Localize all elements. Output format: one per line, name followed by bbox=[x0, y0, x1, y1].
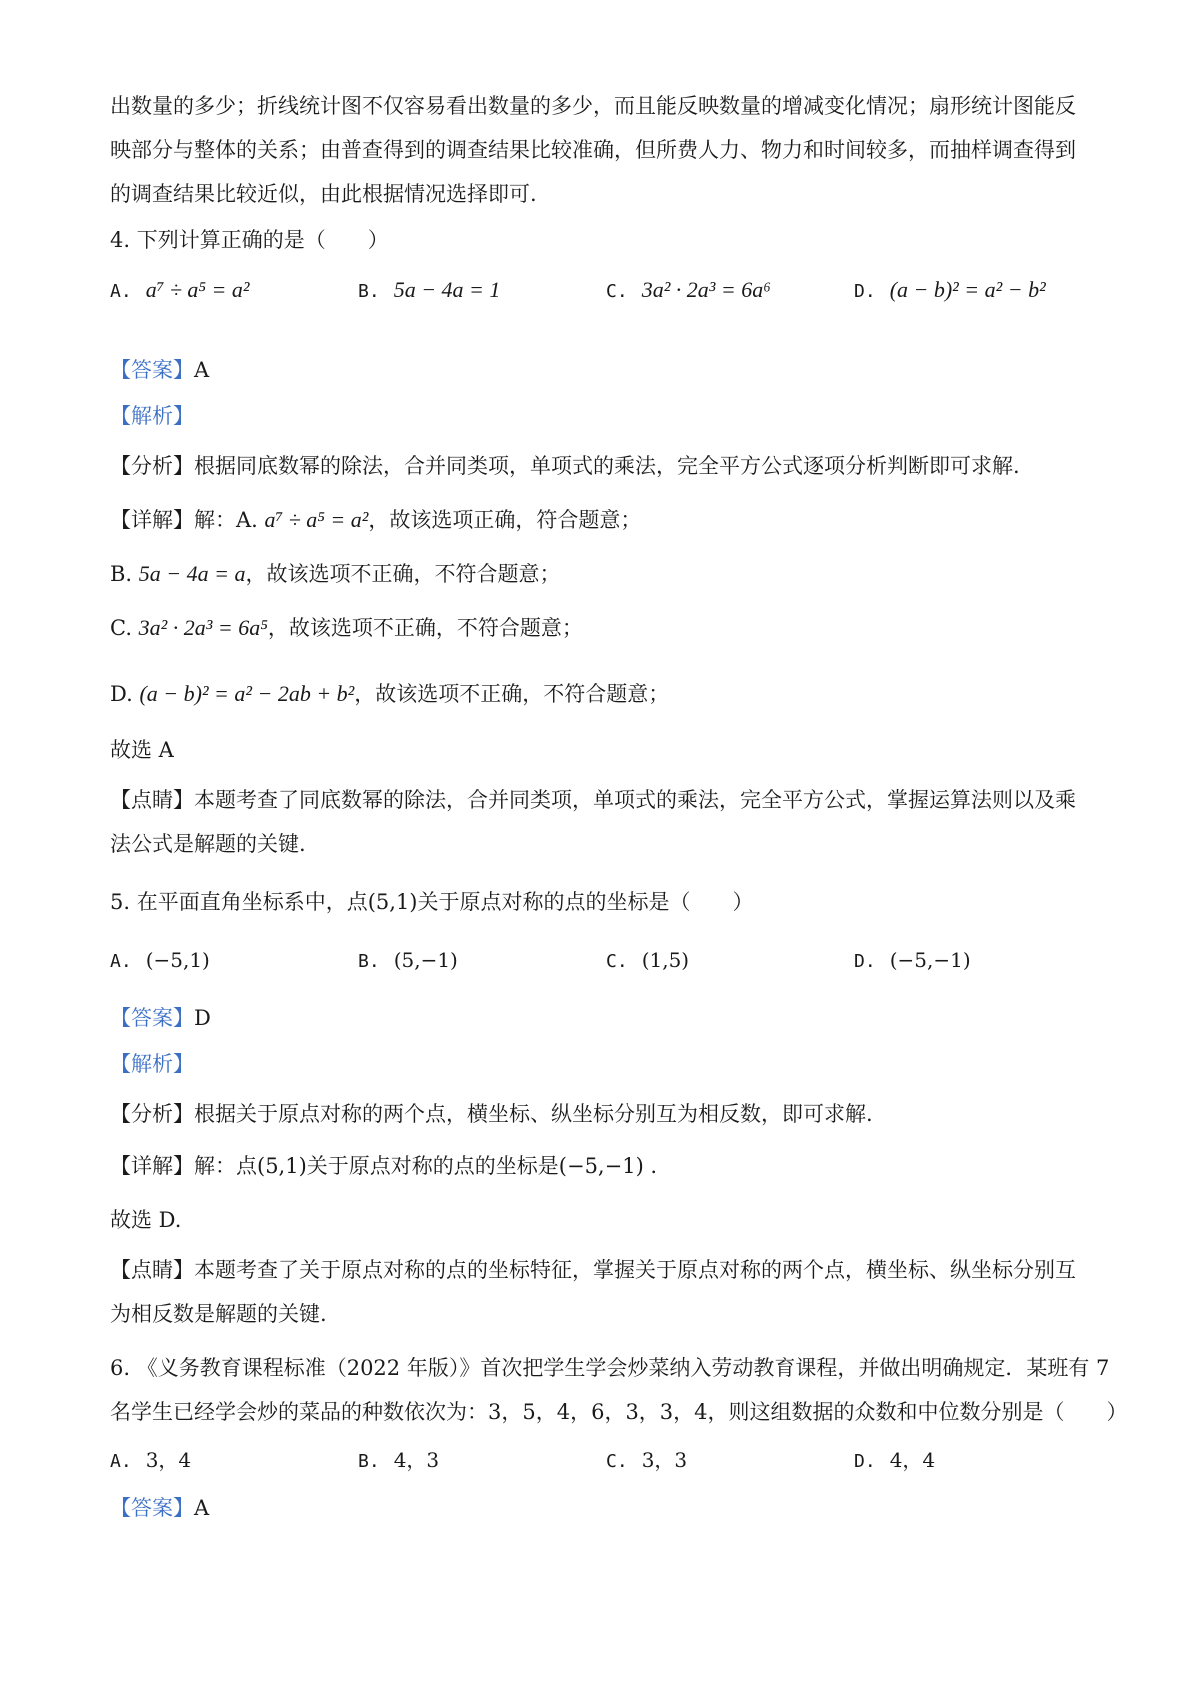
option-expr: 3a² · 2a³ = 6a⁶ bbox=[641, 277, 771, 302]
q5-fenxi bbox=[110, 1100, 1110, 1128]
xiangjie-tag: 【详解】 bbox=[110, 508, 194, 532]
intro-line-3: 的调查结果比较近似，由此根据情况选择即可. bbox=[110, 182, 537, 206]
q5-option-d bbox=[854, 946, 971, 976]
detail-d-expr: (a − b)² = a² − 2ab + b² bbox=[139, 681, 355, 706]
fenxi-text: 根据同底数幂的除法，合并同类项，单项式的乘法，完全平方公式逐项分析判断即可求解. bbox=[194, 454, 1020, 478]
q6-option-a bbox=[110, 1446, 191, 1476]
q4-fenxi bbox=[110, 452, 1110, 480]
option-expr: (a − b)² = a² − b² bbox=[889, 277, 1046, 302]
answer-value: A bbox=[194, 358, 210, 382]
intro-line-2: 映部分与整体的关系；由普查得到的调查结果比较准确，但所费人力、物力和时间较多，而抽样调查得到 bbox=[110, 138, 1076, 162]
q4-option-d bbox=[854, 276, 1046, 306]
detail-c-text: ，故该选项不正确，不符合题意； bbox=[267, 616, 583, 640]
detail-d-text: ，故该选项不正确，不符合题意； bbox=[354, 682, 670, 706]
q4-detail-a bbox=[110, 506, 1110, 534]
option-letter: B. bbox=[358, 1451, 380, 1472]
fenxi-text: 根据关于原点对称的两个点，横坐标、纵坐标分别互为相反数，即可求解. bbox=[194, 1102, 873, 1126]
answer-value: D bbox=[194, 1006, 211, 1030]
detail-d-label: D. bbox=[110, 682, 140, 706]
detail-prefix: 解：A. bbox=[194, 508, 265, 532]
q6-option-d bbox=[854, 1446, 935, 1476]
option-expr: (−5,1) bbox=[145, 948, 210, 972]
option-letter: A. bbox=[110, 951, 132, 972]
q5-stem: 5. 在平面直角坐标系中，点(5,1)关于原点对称的点的坐标是（ ） bbox=[110, 890, 754, 914]
option-expr: 3，4 bbox=[145, 1448, 192, 1472]
intro-line-1: 出数量的多少；折线统计图不仅容易看出数量的多少，而且能反映数量的增减变化情况；扇形统计图能反 bbox=[110, 94, 1076, 118]
option-expr: 5a − 4a = 1 bbox=[393, 277, 501, 302]
q4-detail-d bbox=[110, 680, 1110, 708]
q4-analysis-heading bbox=[110, 402, 1110, 430]
option-letter: B. bbox=[358, 281, 380, 302]
q4-dianjing-1 bbox=[110, 786, 1110, 814]
q4-option-c bbox=[606, 276, 771, 306]
q6-option-c bbox=[606, 1446, 687, 1476]
option-letter: C. bbox=[606, 951, 628, 972]
option-letter: D. bbox=[854, 951, 876, 972]
answer-tag: 【答案】 bbox=[110, 1496, 194, 1520]
q5-choice: 故选 D. bbox=[110, 1208, 182, 1232]
q5-detail bbox=[110, 1152, 1110, 1180]
q5-dianjing-1 bbox=[110, 1256, 1110, 1284]
dianjing-tag: 【点睛】 bbox=[110, 1258, 194, 1282]
option-expr: 4，3 bbox=[393, 1448, 440, 1472]
detail-a-expr: a⁷ ÷ a⁵ = a² bbox=[264, 507, 369, 532]
detail-b-label: B. bbox=[110, 562, 139, 586]
option-letter: D. bbox=[854, 1451, 876, 1472]
detail-b-text: ，故该选项不正确，不符合题意； bbox=[245, 562, 561, 586]
answer-value: A bbox=[194, 1496, 210, 1520]
analysis-tag: 【解析】 bbox=[110, 404, 194, 428]
q4-answer bbox=[110, 356, 1110, 384]
detail-b-expr: 5a − 4a = a bbox=[138, 561, 246, 586]
option-letter: A. bbox=[110, 1451, 132, 1472]
dianjing-tag: 【点睛】 bbox=[110, 788, 194, 812]
option-expr: (−5,−1) bbox=[889, 948, 971, 972]
q4-dianjing-2: 法公式是解题的关键. bbox=[110, 832, 306, 856]
q5-answer bbox=[110, 1004, 1110, 1032]
fenxi-tag: 【分析】 bbox=[110, 454, 194, 478]
option-expr: a⁷ ÷ a⁵ = a² bbox=[145, 277, 250, 302]
answer-tag: 【答案】 bbox=[110, 1006, 194, 1030]
q5-analysis-heading bbox=[110, 1050, 1110, 1078]
option-expr: (1,5) bbox=[641, 948, 690, 972]
detail-c-expr: 3a² · 2a³ = 6a⁵ bbox=[138, 615, 268, 640]
detail-c-label: C. bbox=[110, 616, 139, 640]
option-expr: 4，4 bbox=[889, 1448, 936, 1472]
option-letter: B. bbox=[358, 951, 380, 972]
q6-option-b bbox=[358, 1446, 439, 1476]
analysis-tag: 【解析】 bbox=[110, 1052, 194, 1076]
dianjing-text: 本题考查了关于原点对称的点的坐标特征，掌握关于原点对称的两个点，横坐标、纵坐标分别互 bbox=[194, 1258, 1076, 1282]
option-letter: D. bbox=[854, 281, 876, 302]
q6-stem-1: 6. 《义务教育课程标准（2022 年版）》首次把学生学会炒菜纳入劳动教育课程，并做出明确规定．某班有 7 bbox=[110, 1356, 1110, 1380]
q4-detail-b bbox=[110, 560, 1110, 588]
q5-option-b bbox=[358, 946, 458, 976]
detail-a-text: ，故该选项正确，符合题意； bbox=[368, 508, 642, 532]
q4-detail-c bbox=[110, 614, 1110, 642]
q4-stem: 4. 下列计算正确的是（ ） bbox=[110, 228, 389, 252]
dianjing-text: 本题考查了同底数幂的除法，合并同类项，单项式的乘法，完全平方公式，掌握运算法则以及乘 bbox=[194, 788, 1076, 812]
q4-choice: 故选 A bbox=[110, 738, 174, 762]
xiangjie-tag: 【详解】 bbox=[110, 1154, 194, 1178]
option-expr: 3，3 bbox=[641, 1448, 688, 1472]
detail-text: 解：点(5,1)关于原点对称的点的坐标是(−5,−1) . bbox=[194, 1154, 658, 1178]
answer-tag: 【答案】 bbox=[110, 358, 194, 382]
option-expr: (5,−1) bbox=[393, 948, 458, 972]
option-letter: C. bbox=[606, 281, 628, 302]
fenxi-tag: 【分析】 bbox=[110, 1102, 194, 1126]
q6-answer bbox=[110, 1494, 1110, 1522]
option-letter: A. bbox=[110, 281, 132, 302]
q4-option-b bbox=[358, 276, 500, 306]
q6-stem-2: 名学生已经学会炒的菜品的种数依次为：3，5，4，6，3，3，4，则这组数据的众数和中位数分别是（ ） bbox=[110, 1400, 1128, 1424]
q5-dianjing-2: 为相反数是解题的关键. bbox=[110, 1302, 327, 1326]
option-letter: C. bbox=[606, 1451, 628, 1472]
q5-option-a bbox=[110, 946, 210, 976]
q5-option-c bbox=[606, 946, 689, 976]
q4-option-a bbox=[110, 276, 250, 306]
